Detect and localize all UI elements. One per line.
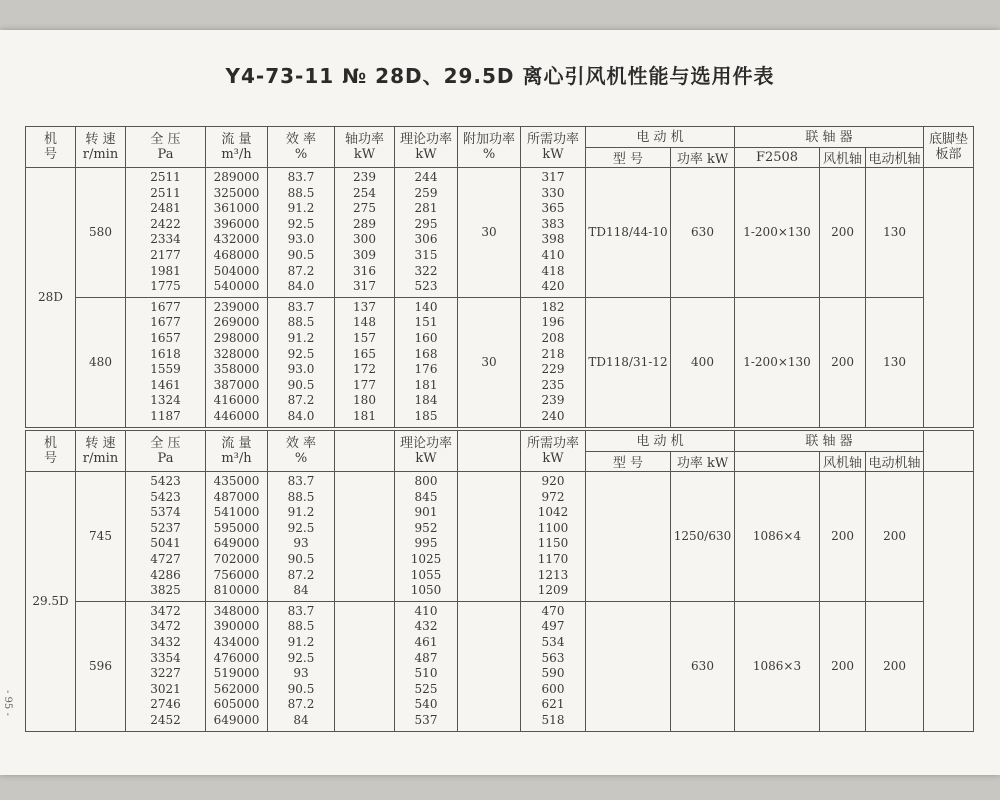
page-title: Y4-73-11 № 28D、29.5D 离心引风机性能与选用件表 bbox=[225, 64, 775, 88]
value-line: 562000 bbox=[213, 681, 260, 696]
value-line: 756000 bbox=[213, 567, 260, 582]
value-line: 1657 bbox=[150, 330, 181, 345]
blank-cell bbox=[458, 601, 521, 731]
shaft-power-values bbox=[335, 297, 395, 427]
value-line: 88.5 bbox=[287, 619, 315, 634]
value-line: 1559 bbox=[150, 362, 181, 377]
coupling-cell: 1086×3 bbox=[735, 601, 820, 731]
coupling-cell: 1-200×130 bbox=[735, 168, 820, 298]
blank-cell bbox=[335, 601, 395, 731]
value-line: 416000 bbox=[213, 393, 260, 408]
value-line: 137 bbox=[353, 299, 376, 314]
value-line: 309 bbox=[353, 247, 376, 262]
value-line: 600 bbox=[541, 681, 565, 696]
coupling-cell: 1-200×130 bbox=[735, 297, 820, 427]
value-line: 330 bbox=[541, 185, 565, 200]
value-line: 3472 bbox=[150, 603, 181, 618]
value-line: 461 bbox=[414, 634, 438, 649]
value-line: 300 bbox=[353, 232, 376, 247]
value-line: 177 bbox=[353, 377, 376, 392]
header-empty bbox=[458, 431, 521, 472]
header-coupling-f: F2508 bbox=[735, 148, 820, 168]
value-line: 322 bbox=[414, 263, 438, 278]
value-line: 563 bbox=[541, 650, 565, 665]
header-coupling: 联 轴 器 bbox=[735, 431, 924, 452]
value-line: 306 bbox=[414, 232, 438, 247]
pressure-values bbox=[126, 472, 206, 602]
value-line: 87.2 bbox=[287, 697, 315, 712]
value-line: 537 bbox=[414, 712, 438, 727]
value-line: 1209 bbox=[537, 583, 569, 598]
value-line: 182 bbox=[541, 299, 565, 314]
header-fan-shaft: 风机轴 bbox=[820, 452, 866, 472]
value-line: 621 bbox=[541, 697, 565, 712]
flow-values bbox=[206, 472, 268, 602]
header-speed: 转 速 r/min bbox=[76, 431, 126, 472]
value-line: 208 bbox=[541, 330, 565, 345]
fan-shaft-cell: 200 bbox=[820, 472, 866, 602]
value-line: 160 bbox=[414, 330, 438, 345]
flow-values bbox=[206, 168, 268, 298]
value-line: 487 bbox=[414, 650, 438, 665]
page-number: - 95 - bbox=[2, 690, 13, 716]
value-line: 476000 bbox=[213, 650, 260, 665]
value-line: 361000 bbox=[213, 201, 260, 216]
value-line: 3021 bbox=[150, 681, 181, 696]
theory-power-values bbox=[395, 297, 458, 427]
value-line: 168 bbox=[414, 346, 438, 361]
header-machine: 机 号 bbox=[26, 127, 76, 168]
value-line: 87.2 bbox=[287, 567, 315, 582]
value-line: 434000 bbox=[213, 634, 260, 649]
value-line: 525 bbox=[414, 681, 438, 696]
value-line: 3432 bbox=[150, 634, 181, 649]
header-motor-power: 功率 kW bbox=[671, 148, 735, 168]
value-line: 1775 bbox=[150, 279, 181, 294]
value-line: 88.5 bbox=[287, 315, 315, 330]
header-coupling: 联 轴 器 bbox=[735, 127, 924, 148]
value-line: 410 bbox=[541, 247, 565, 262]
header-motor-model: 型 号 bbox=[586, 452, 671, 472]
value-line: 151 bbox=[414, 315, 438, 330]
blank-cell bbox=[458, 472, 521, 602]
value-line: 1981 bbox=[150, 263, 181, 278]
value-line: 348000 bbox=[213, 603, 260, 618]
value-line: 435000 bbox=[213, 474, 260, 488]
value-line: 1100 bbox=[537, 520, 569, 535]
value-line: 519000 bbox=[213, 666, 260, 681]
value-line: 504000 bbox=[213, 263, 260, 278]
value-line: 148 bbox=[353, 315, 376, 330]
motor-shaft-cell: 200 bbox=[866, 601, 924, 731]
value-line: 93.0 bbox=[287, 362, 315, 377]
value-line: 2422 bbox=[150, 216, 181, 231]
value-line: 93 bbox=[293, 666, 309, 681]
header-motor-model: 型 号 bbox=[586, 148, 671, 168]
value-line: 4727 bbox=[150, 551, 181, 566]
value-line: 88.5 bbox=[287, 185, 315, 200]
value-line: 218 bbox=[541, 346, 565, 361]
value-line: 418 bbox=[541, 263, 565, 278]
value-line: 181 bbox=[353, 408, 376, 423]
value-line: 410 bbox=[414, 603, 438, 618]
header-motor-shaft: 电动机轴 bbox=[866, 148, 924, 168]
value-line: 518 bbox=[541, 712, 565, 727]
value-line: 800 bbox=[414, 474, 438, 488]
value-line: 1677 bbox=[150, 315, 181, 330]
value-line: 275 bbox=[353, 201, 376, 216]
header-motor: 电 动 机 bbox=[586, 431, 735, 452]
value-line: 84 bbox=[293, 583, 309, 598]
value-line: 540000 bbox=[213, 279, 260, 294]
value-line: 165 bbox=[353, 346, 376, 361]
value-line: 2177 bbox=[150, 247, 181, 262]
value-line: 2334 bbox=[150, 232, 181, 247]
extra-power-cell: 30 bbox=[458, 297, 521, 427]
value-line: 181 bbox=[414, 377, 438, 392]
value-line: 590 bbox=[541, 666, 565, 681]
value-line: 93 bbox=[293, 536, 309, 551]
header-fan-shaft: 风机轴 bbox=[820, 148, 866, 168]
value-line: 446000 bbox=[213, 408, 260, 423]
value-line: 239000 bbox=[213, 299, 260, 314]
header-motor-power: 功率 kW bbox=[671, 452, 735, 472]
value-line: 180 bbox=[353, 393, 376, 408]
value-line: 2511 bbox=[150, 170, 181, 184]
value-line: 93.0 bbox=[287, 232, 315, 247]
value-line: 176 bbox=[414, 362, 438, 377]
efficiency-values bbox=[268, 601, 335, 731]
value-line: 702000 bbox=[213, 551, 260, 566]
value-line: 240 bbox=[541, 408, 565, 423]
value-line: 396000 bbox=[213, 216, 260, 231]
value-line: 315 bbox=[414, 247, 438, 262]
value-line: 845 bbox=[414, 489, 438, 504]
value-line: 91.2 bbox=[287, 634, 315, 649]
value-line: 523 bbox=[414, 279, 438, 294]
value-line: 1055 bbox=[410, 567, 442, 582]
value-line: 952 bbox=[414, 520, 438, 535]
header-extra-power: 附加功率 % bbox=[458, 127, 521, 168]
value-line: 83.7 bbox=[287, 299, 315, 314]
motor-model-cell: TD118/31-12 bbox=[586, 297, 671, 427]
value-line: 387000 bbox=[213, 377, 260, 392]
value-line: 87.2 bbox=[287, 263, 315, 278]
base-plate-cell bbox=[924, 168, 974, 428]
base-plate-cell bbox=[924, 472, 974, 732]
value-line: 91.2 bbox=[287, 505, 315, 520]
coupling-cell: 1086×4 bbox=[735, 472, 820, 602]
value-line: 420 bbox=[541, 279, 565, 294]
value-line: 468000 bbox=[213, 247, 260, 262]
value-line: 90.5 bbox=[287, 377, 315, 392]
value-line: 5041 bbox=[150, 536, 181, 551]
value-line: 289 bbox=[353, 216, 376, 231]
value-line: 239 bbox=[353, 170, 376, 184]
value-line: 920 bbox=[541, 474, 565, 488]
pressure-values bbox=[126, 297, 206, 427]
value-line: 91.2 bbox=[287, 330, 315, 345]
value-line: 298000 bbox=[213, 330, 260, 345]
required-power-values bbox=[521, 601, 586, 731]
value-line: 84 bbox=[293, 712, 309, 727]
value-line: 87.2 bbox=[287, 393, 315, 408]
value-line: 3227 bbox=[150, 666, 181, 681]
efficiency-values bbox=[268, 472, 335, 602]
required-power-values bbox=[521, 168, 586, 298]
header-machine: 机 号 bbox=[26, 431, 76, 472]
speed-cell: 745 bbox=[76, 472, 126, 602]
motor-power-cell: 630 bbox=[671, 601, 735, 731]
value-line: 5423 bbox=[150, 474, 181, 488]
fan-shaft-cell: 200 bbox=[820, 297, 866, 427]
value-line: 92.5 bbox=[287, 650, 315, 665]
value-line: 605000 bbox=[213, 697, 260, 712]
value-line: 432000 bbox=[213, 232, 260, 247]
value-line: 92.5 bbox=[287, 216, 315, 231]
value-line: 90.5 bbox=[287, 551, 315, 566]
value-line: 295 bbox=[414, 216, 438, 231]
value-line: 259 bbox=[414, 185, 438, 200]
value-line: 84.0 bbox=[287, 279, 315, 294]
value-line: 5423 bbox=[150, 489, 181, 504]
header-required-power: 所需功率 kW bbox=[521, 431, 586, 472]
value-line: 1618 bbox=[150, 346, 181, 361]
value-line: 269000 bbox=[213, 315, 260, 330]
required-power-values bbox=[521, 297, 586, 427]
value-line: 540 bbox=[414, 697, 438, 712]
value-line: 83.7 bbox=[287, 170, 315, 184]
value-line: 196 bbox=[541, 315, 565, 330]
header-flow: 流 量 m³/h bbox=[206, 431, 268, 472]
fan-shaft-cell: 200 bbox=[820, 601, 866, 731]
value-line: 810000 bbox=[213, 583, 260, 598]
value-line: 1150 bbox=[537, 536, 569, 551]
value-line: 1213 bbox=[537, 567, 569, 582]
header-pressure: 全 压 Pa bbox=[126, 431, 206, 472]
value-line: 1461 bbox=[150, 377, 181, 392]
value-line: 244 bbox=[414, 170, 438, 184]
value-line: 325000 bbox=[213, 185, 260, 200]
motor-power-cell: 630 bbox=[671, 168, 735, 298]
motor-power-cell: 1250/630 bbox=[671, 472, 735, 602]
pressure-values bbox=[126, 601, 206, 731]
value-line: 432 bbox=[414, 619, 438, 634]
value-line: 91.2 bbox=[287, 201, 315, 216]
value-line: 83.7 bbox=[287, 603, 315, 618]
value-line: 239 bbox=[541, 393, 565, 408]
value-line: 534 bbox=[541, 634, 565, 649]
flow-values bbox=[206, 601, 268, 731]
value-line: 487000 bbox=[213, 489, 260, 504]
value-line: 595000 bbox=[213, 520, 260, 535]
value-line: 1170 bbox=[537, 551, 569, 566]
value-line: 541000 bbox=[213, 505, 260, 520]
extra-power-cell: 30 bbox=[458, 168, 521, 298]
header-base-plate bbox=[924, 431, 974, 472]
value-line: 185 bbox=[414, 408, 438, 423]
value-line: 649000 bbox=[213, 712, 260, 727]
value-line: 649000 bbox=[213, 536, 260, 551]
value-line: 5374 bbox=[150, 505, 181, 520]
efficiency-values bbox=[268, 297, 335, 427]
blank-cell bbox=[335, 472, 395, 602]
motor-shaft-cell: 200 bbox=[866, 472, 924, 602]
value-line: 5237 bbox=[150, 520, 181, 535]
value-line: 281 bbox=[414, 201, 438, 216]
header-efficiency: 效 率 % bbox=[268, 431, 335, 472]
value-line: 1677 bbox=[150, 299, 181, 314]
speed-cell: 596 bbox=[76, 601, 126, 731]
motor-model-cell bbox=[586, 601, 671, 731]
value-line: 140 bbox=[414, 299, 438, 314]
theory-power-values bbox=[395, 601, 458, 731]
fan-shaft-cell: 200 bbox=[820, 168, 866, 298]
table-28d bbox=[25, 126, 974, 428]
value-line: 184 bbox=[414, 393, 438, 408]
value-line: 317 bbox=[353, 279, 376, 294]
value-line: 316 bbox=[353, 263, 376, 278]
value-line: 2511 bbox=[150, 185, 181, 200]
header-theory-power: 理论功率 kW bbox=[395, 127, 458, 168]
value-line: 901 bbox=[414, 505, 438, 520]
motor-shaft-cell: 130 bbox=[866, 168, 924, 298]
value-line: 157 bbox=[353, 330, 376, 345]
header-empty bbox=[335, 431, 395, 472]
header-required-power: 所需功率 kW bbox=[521, 127, 586, 168]
value-line: 2746 bbox=[150, 697, 181, 712]
efficiency-values bbox=[268, 168, 335, 298]
value-line: 317 bbox=[541, 170, 565, 184]
value-line: 365 bbox=[541, 201, 565, 216]
value-line: 470 bbox=[541, 603, 565, 618]
motor-power-cell: 400 bbox=[671, 297, 735, 427]
theory-power-values bbox=[395, 472, 458, 602]
header-shaft-power: 轴功率 kW bbox=[335, 127, 395, 168]
value-line: 358000 bbox=[213, 362, 260, 377]
motor-model-cell: TD118/44-10 bbox=[586, 168, 671, 298]
motor-model-cell bbox=[586, 472, 671, 602]
header-speed: 转 速 r/min bbox=[76, 127, 126, 168]
value-line: 4286 bbox=[150, 567, 181, 582]
header-motor: 电 动 机 bbox=[586, 127, 735, 148]
theory-power-values bbox=[395, 168, 458, 298]
value-line: 1324 bbox=[150, 393, 181, 408]
value-line: 289000 bbox=[213, 170, 260, 184]
motor-shaft-cell: 130 bbox=[866, 297, 924, 427]
header-coupling-f bbox=[735, 452, 820, 472]
value-line: 3354 bbox=[150, 650, 181, 665]
value-line: 328000 bbox=[213, 346, 260, 361]
value-line: 510 bbox=[414, 666, 438, 681]
value-line: 229 bbox=[541, 362, 565, 377]
value-line: 90.5 bbox=[287, 247, 315, 262]
header-pressure: 全 压 Pa bbox=[126, 127, 206, 168]
flow-values bbox=[206, 297, 268, 427]
value-line: 92.5 bbox=[287, 520, 315, 535]
speed-cell: 580 bbox=[76, 168, 126, 298]
value-line: 92.5 bbox=[287, 346, 315, 361]
value-line: 2481 bbox=[150, 201, 181, 216]
required-power-values bbox=[521, 472, 586, 602]
header-flow: 流 量 m³/h bbox=[206, 127, 268, 168]
value-line: 88.5 bbox=[287, 489, 315, 504]
value-line: 1050 bbox=[410, 583, 442, 598]
value-line: 497 bbox=[541, 619, 565, 634]
value-line: 254 bbox=[353, 185, 376, 200]
header-efficiency: 效 率 % bbox=[268, 127, 335, 168]
value-line: 3472 bbox=[150, 619, 181, 634]
pressure-values bbox=[126, 168, 206, 298]
value-line: 235 bbox=[541, 377, 565, 392]
header-motor-shaft: 电动机轴 bbox=[866, 452, 924, 472]
machine-cell: 29.5D bbox=[26, 472, 76, 732]
value-line: 172 bbox=[353, 362, 376, 377]
speed-cell: 480 bbox=[76, 297, 126, 427]
value-line: 398 bbox=[541, 232, 565, 247]
value-line: 1187 bbox=[150, 408, 181, 423]
value-line: 390000 bbox=[213, 619, 260, 634]
value-line: 3825 bbox=[150, 583, 181, 598]
value-line: 90.5 bbox=[287, 681, 315, 696]
header-theory-power: 理论功率 kW bbox=[395, 431, 458, 472]
machine-cell: 28D bbox=[26, 168, 76, 428]
value-line: 1042 bbox=[537, 505, 569, 520]
value-line: 2452 bbox=[150, 712, 181, 727]
value-line: 1025 bbox=[410, 551, 442, 566]
value-line: 83.7 bbox=[287, 474, 315, 488]
value-line: 972 bbox=[541, 489, 565, 504]
value-line: 995 bbox=[414, 536, 438, 551]
value-line: 383 bbox=[541, 216, 565, 231]
value-line: 84.0 bbox=[287, 408, 315, 423]
table-29-5d bbox=[25, 430, 974, 732]
header-base-plate: 底脚垫 板部 bbox=[924, 127, 974, 168]
shaft-power-values bbox=[335, 168, 395, 298]
